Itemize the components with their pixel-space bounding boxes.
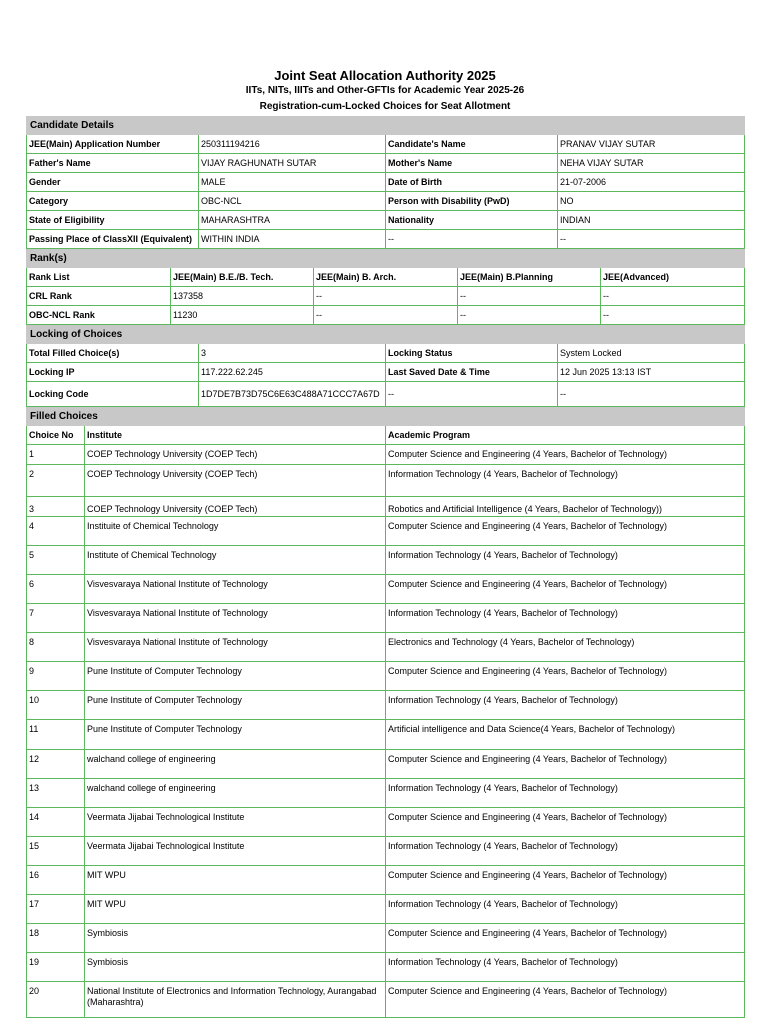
- choice-rows: [27, 445, 745, 1018]
- label-cell: Candidate's Name: [386, 135, 558, 154]
- table-row: [27, 230, 745, 249]
- institute-cell: Symbiosis: [85, 953, 386, 982]
- value-cell: VIJAY RAGHUNATH SUTAR: [199, 154, 386, 173]
- column-header: JEE(Main) B.Planning: [458, 268, 601, 287]
- program-cell: Computer Science and Engineering (4 Years, Bachelor of Technology): [386, 924, 745, 953]
- value-cell: WITHIN INDIA: [199, 230, 386, 249]
- column-header: JEE(Main) B. Arch.: [314, 268, 458, 287]
- choice-no-cell: 8: [27, 633, 85, 662]
- choice-no-cell: 7: [27, 604, 85, 633]
- choice-no-cell: 16: [27, 866, 85, 895]
- filled-choices-table: [26, 407, 745, 1018]
- choice-row: [27, 575, 745, 604]
- value-cell: PRANAV VIJAY SUTAR: [558, 135, 745, 154]
- institute-cell: COEP Technology University (COEP Tech): [85, 465, 386, 497]
- choice-no-cell: 9: [27, 662, 85, 691]
- program-cell: Information Technology (4 Years, Bachelor of Technology): [386, 465, 745, 497]
- choice-row: [27, 465, 745, 497]
- locking-code-value: 1D7DE7B73D75C6E63C488A71CCC7A67D: [199, 382, 386, 407]
- table-row: [27, 382, 745, 407]
- page-title: Joint Seat Allocation Authority 2025: [274, 68, 496, 83]
- institute-cell: Visvesvaraya National Institute of Technology: [85, 604, 386, 633]
- value-cell: MALE: [199, 173, 386, 192]
- page-subtitle-2: Registration-cum-Locked Choices for Seat Allotment: [259, 101, 511, 112]
- program-cell: Computer Science and Engineering (4 Years, Bachelor of Technology): [386, 445, 745, 465]
- program-cell: Computer Science and Engineering (4 Years, Bachelor of Technology): [386, 750, 745, 779]
- value-cell: NEHA VIJAY SUTAR: [558, 154, 745, 173]
- program-cell: Information Technology (4 Years, Bachelor of Technology): [386, 546, 745, 575]
- table-row: [27, 192, 745, 211]
- label-cell: OBC-NCL Rank: [27, 306, 171, 325]
- program-cell: Computer Science and Engineering (4 Years, Bachelor of Technology): [386, 517, 745, 546]
- value-cell: 12 Jun 2025 13:13 IST: [558, 363, 745, 382]
- choice-no-cell: 10: [27, 691, 85, 720]
- choice-no-cell: 6: [27, 575, 85, 604]
- choice-row: [27, 750, 745, 779]
- choice-row: [27, 837, 745, 866]
- label-cell: Father's Name: [27, 154, 199, 173]
- choice-row: [27, 662, 745, 691]
- label-cell: Date of Birth: [386, 173, 558, 192]
- choice-row: [27, 982, 745, 1018]
- institute-cell: Symbiosis: [85, 924, 386, 953]
- program-cell: Computer Science and Engineering (4 Years, Bachelor of Technology): [386, 808, 745, 837]
- label-cell: State of Eligibility: [27, 211, 199, 230]
- choice-no-cell: 11: [27, 720, 85, 750]
- institute-cell: MIT WPU: [85, 866, 386, 895]
- section-header-choices: Filled Choices: [27, 408, 745, 426]
- choice-row: [27, 779, 745, 808]
- program-cell: Artificial intelligence and Data Science(4 Years, Bachelor of Technology): [386, 720, 745, 750]
- choice-row: [27, 924, 745, 953]
- label-cell: Mother's Name: [386, 154, 558, 173]
- document-header: [26, 68, 744, 113]
- program-cell: Computer Science and Engineering (4 Years, Bachelor of Technology): [386, 866, 745, 895]
- table-row: [27, 306, 745, 325]
- institute-cell: COEP Technology University (COEP Tech): [85, 445, 386, 465]
- program-cell: Electronics and Technology (4 Years, Bachelor of Technology): [386, 633, 745, 662]
- value-cell: --: [458, 287, 601, 306]
- program-cell: Information Technology (4 Years, Bachelor of Technology): [386, 837, 745, 866]
- table-row: [27, 211, 745, 230]
- value-cell: INDIAN: [558, 211, 745, 230]
- choice-no-cell: 2: [27, 465, 85, 497]
- value-cell: 3: [199, 344, 386, 363]
- institute-cell: Veermata Jijabai Technological Institute: [85, 837, 386, 866]
- label-cell: Last Saved Date & Time: [386, 363, 558, 382]
- column-header: Choice No: [27, 426, 85, 445]
- table-row: [27, 135, 745, 154]
- column-header: Academic Program: [386, 426, 745, 445]
- program-cell: Information Technology (4 Years, Bachelor of Technology): [386, 953, 745, 982]
- value-cell: --: [458, 306, 601, 325]
- column-header: Institute: [85, 426, 386, 445]
- table-row: [27, 154, 745, 173]
- choice-row: [27, 953, 745, 982]
- label-cell: Category: [27, 192, 199, 211]
- choice-no-cell: 18: [27, 924, 85, 953]
- ranks-table: [26, 249, 745, 325]
- choice-no-cell: 12: [27, 750, 85, 779]
- column-header: JEE(Main) B.E./B. Tech.: [171, 268, 314, 287]
- program-cell: Computer Science and Engineering (4 Years, Bachelor of Technology): [386, 575, 745, 604]
- choice-row: [27, 497, 745, 517]
- value-cell: 250311194216: [199, 135, 386, 154]
- value-cell: --: [386, 382, 558, 407]
- value-cell: 137358: [171, 287, 314, 306]
- choice-no-cell: 4: [27, 517, 85, 546]
- program-cell: Computer Science and Engineering (4 Years, Bachelor of Technology): [386, 662, 745, 691]
- choice-no-cell: 17: [27, 895, 85, 924]
- table-row: [27, 344, 745, 363]
- institute-cell: Pune Institute of Computer Technology: [85, 720, 386, 750]
- value-cell: 117.222.62.245: [199, 363, 386, 382]
- program-cell: Computer Science and Engineering (4 Years, Bachelor of Technology): [386, 982, 745, 1018]
- label-cell: Total Filled Choice(s): [27, 344, 199, 363]
- choice-row: [27, 546, 745, 575]
- institute-cell: National Institute of Electronics and Information Technology, Aurangabad (Maharashtra): [85, 982, 386, 1018]
- document-page: [26, 0, 744, 1018]
- table-row: [27, 363, 745, 382]
- value-cell: --: [386, 230, 558, 249]
- label-cell: Locking IP: [27, 363, 199, 382]
- choice-row: [27, 691, 745, 720]
- choice-row: [27, 633, 745, 662]
- choice-row: [27, 720, 745, 750]
- label-cell: Locking Code: [27, 382, 199, 407]
- label-cell: Locking Status: [386, 344, 558, 363]
- label-cell: Person with Disability (PwD): [386, 192, 558, 211]
- choice-no-cell: 15: [27, 837, 85, 866]
- institute-cell: Visvesvaraya National Institute of Technology: [85, 633, 386, 662]
- choice-row: [27, 808, 745, 837]
- label-cell: Passing Place of ClassXII (Equivalent): [27, 230, 199, 249]
- choice-row: [27, 517, 745, 546]
- choice-no-cell: 20: [27, 982, 85, 1018]
- institute-cell: walchand college of engineering: [85, 779, 386, 808]
- value-cell: --: [314, 306, 458, 325]
- value-cell: NO: [558, 192, 745, 211]
- institute-cell: Instituite of Chemical Technology: [85, 517, 386, 546]
- table-row: [27, 287, 745, 306]
- value-cell: --: [601, 287, 745, 306]
- value-cell: OBC-NCL: [199, 192, 386, 211]
- choice-row: [27, 895, 745, 924]
- value-cell: 11230: [171, 306, 314, 325]
- table-header-row: [27, 426, 745, 445]
- institute-cell: MIT WPU: [85, 895, 386, 924]
- value-cell: MAHARASHTRA: [199, 211, 386, 230]
- institute-cell: Veermata Jijabai Technological Institute: [85, 808, 386, 837]
- institute-cell: walchand college of engineering: [85, 750, 386, 779]
- choice-row: [27, 445, 745, 465]
- institute-cell: COEP Technology University (COEP Tech): [85, 497, 386, 517]
- value-cell: --: [558, 230, 745, 249]
- column-header: Rank List: [27, 268, 171, 287]
- choice-no-cell: 13: [27, 779, 85, 808]
- program-cell: Information Technology (4 Years, Bachelor of Technology): [386, 691, 745, 720]
- section-header-locking: Locking of Choices: [27, 326, 745, 344]
- label-cell: Nationality: [386, 211, 558, 230]
- value-cell: --: [601, 306, 745, 325]
- choice-no-cell: 19: [27, 953, 85, 982]
- locking-table: [26, 325, 745, 407]
- value-cell: --: [314, 287, 458, 306]
- institute-cell: Visvesvaraya National Institute of Technology: [85, 575, 386, 604]
- column-header: JEE(Advanced): [601, 268, 745, 287]
- choice-row: [27, 604, 745, 633]
- candidate-details-table: [26, 116, 745, 249]
- institute-cell: Pune Institute of Computer Technology: [85, 691, 386, 720]
- institute-cell: Pune Institute of Computer Technology: [85, 662, 386, 691]
- page-subtitle: IITs, NITs, IIITs and Other-GFTIs for Academic Year 2025-26: [245, 85, 525, 96]
- program-cell: Information Technology (4 Years, Bachelor of Technology): [386, 604, 745, 633]
- section-header-candidate: Candidate Details: [27, 117, 745, 135]
- choice-row: [27, 866, 745, 895]
- institute-cell: Institute of Chemical Technology: [85, 546, 386, 575]
- table-header-row: [27, 268, 745, 287]
- choice-no-cell: 5: [27, 546, 85, 575]
- label-cell: JEE(Main) Application Number: [27, 135, 199, 154]
- value-cell: 21-07-2006: [558, 173, 745, 192]
- value-cell: System Locked: [558, 344, 745, 363]
- choice-no-cell: 14: [27, 808, 85, 837]
- choice-no-cell: 3: [27, 497, 85, 517]
- program-cell: Robotics and Artificial Intelligence (4 Years, Bachelor of Technology)): [386, 497, 745, 517]
- program-cell: Information Technology (4 Years, Bachelor of Technology): [386, 779, 745, 808]
- choice-no-cell: 1: [27, 445, 85, 465]
- section-header-ranks: Rank(s): [27, 250, 745, 268]
- program-cell: Information Technology (4 Years, Bachelor of Technology): [386, 895, 745, 924]
- value-cell: --: [558, 382, 745, 407]
- table-row: [27, 173, 745, 192]
- label-cell: CRL Rank: [27, 287, 171, 306]
- label-cell: Gender: [27, 173, 199, 192]
